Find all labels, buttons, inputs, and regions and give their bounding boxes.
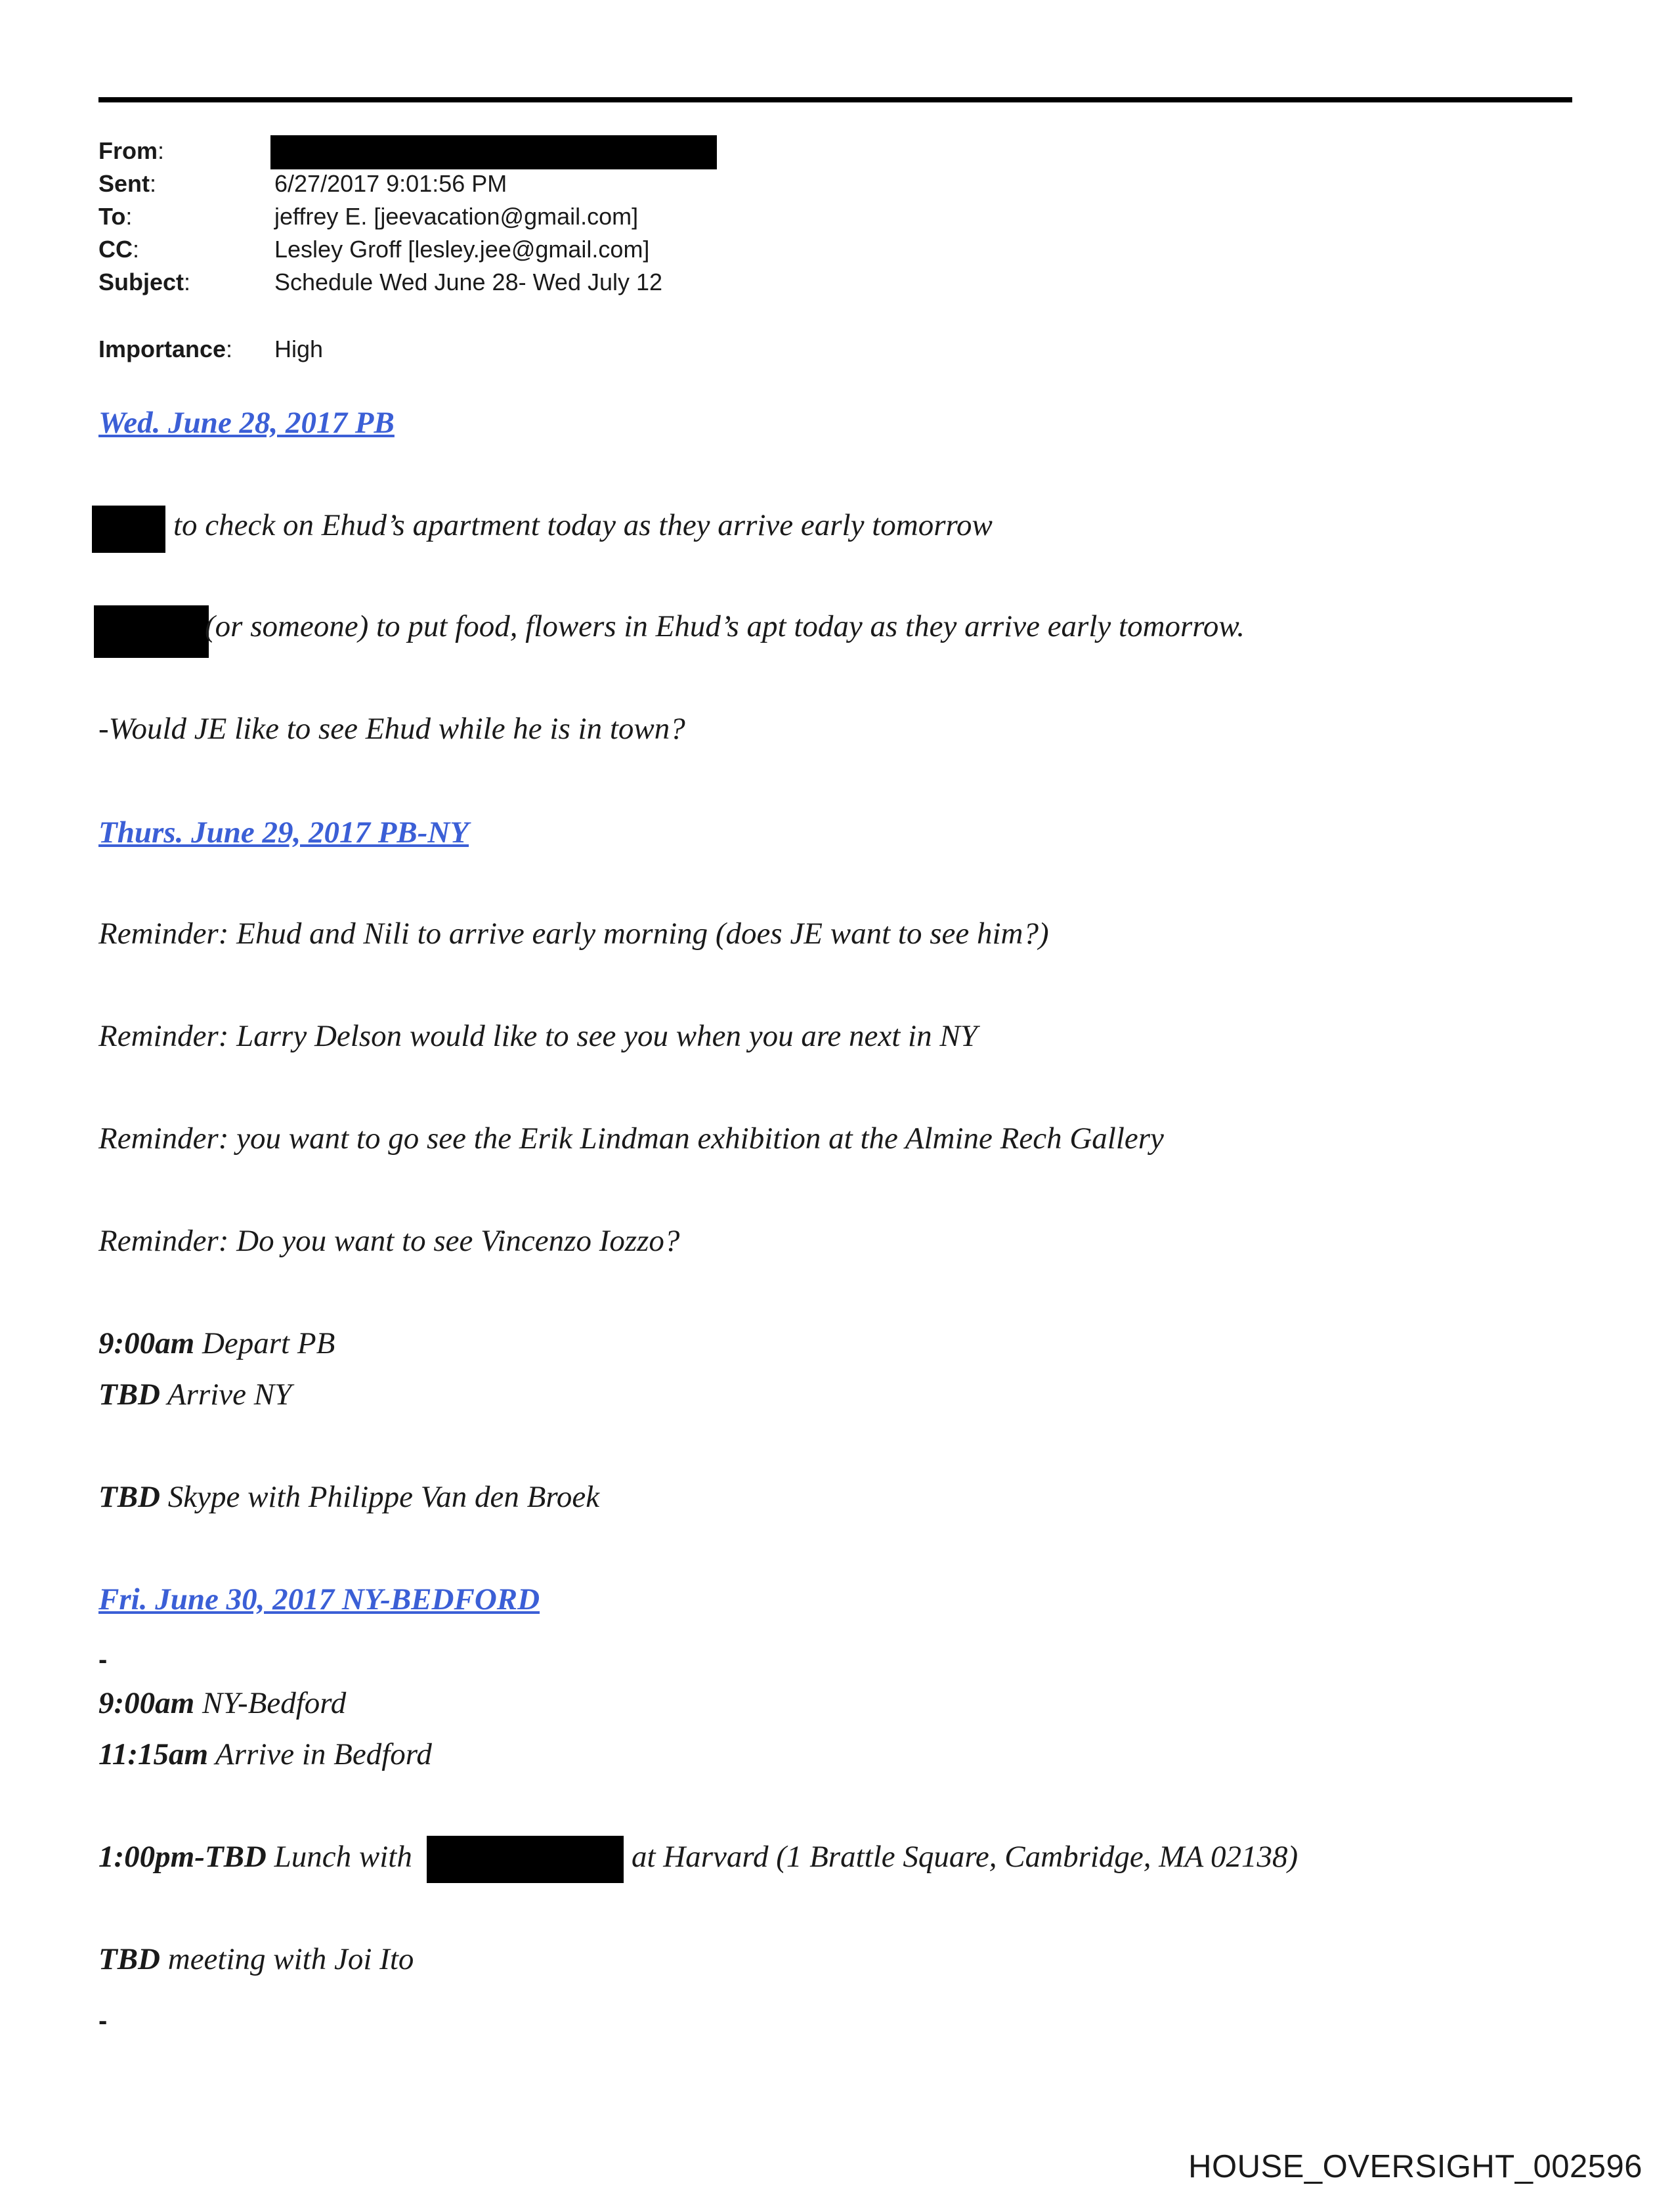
sent-label: Sent xyxy=(98,170,150,197)
sent-value: 6/27/2017 9:01:56 PM xyxy=(274,170,507,197)
event-text: meeting with Joi Ito xyxy=(167,1942,414,1976)
event-time: 9:00am xyxy=(98,1326,195,1360)
line-food-flowers: (or someone) to put food, flowers in Ehud’s apt today as they arrive early tomorrow. xyxy=(205,609,1245,643)
top-rule xyxy=(98,97,1572,102)
from-label: From xyxy=(98,137,158,164)
event-time: 1:00pm-TBD xyxy=(98,1840,267,1874)
line-check-apartment: to check on Ehud’s apartment today as they arrive early tomorrow xyxy=(173,508,993,542)
cc-value: Lesley Groff [lesley.jee@gmail.com] xyxy=(274,236,650,263)
event-text: Arrive in Bedford xyxy=(215,1737,432,1771)
cc-label: CC xyxy=(98,236,133,263)
subject-value: Schedule Wed June 28- Wed July 12 xyxy=(274,269,663,295)
redaction-lunch xyxy=(427,1836,624,1883)
event-time: 11:15am xyxy=(98,1737,209,1771)
to-label: To xyxy=(98,203,126,230)
event-ny-bedford xyxy=(98,1685,346,1722)
event-depart-pb xyxy=(98,1325,335,1362)
event-text: NY-Bedford xyxy=(202,1686,347,1720)
event-joi-ito xyxy=(98,1941,414,1978)
dash-separator: - xyxy=(98,1645,108,1674)
redaction-from xyxy=(270,135,717,169)
importance-label: Importance xyxy=(98,336,226,362)
redaction-line-2 xyxy=(94,605,209,658)
event-text: Lunch with xyxy=(274,1840,412,1874)
event-text: Skype with Philippe Van den Broek xyxy=(167,1480,600,1514)
event-time: 9:00am xyxy=(98,1686,195,1720)
event-arrive-ny xyxy=(98,1376,291,1413)
day-heading-wed-june-28[interactable]: Wed. June 28, 2017 PB xyxy=(98,406,395,440)
event-text: Depart PB xyxy=(202,1326,335,1360)
to-value: jeffrey E. [jeevacation@gmail.com] xyxy=(274,203,639,230)
line-see-ehud: -Would JE like to see Ehud while he is in town? xyxy=(98,712,685,746)
day-heading-thurs-june-29[interactable]: Thurs. June 29, 2017 PB-NY xyxy=(98,815,469,850)
event-skype xyxy=(98,1479,599,1515)
reminder-larry-delson: Reminder: Larry Delson would like to see you when you are next in NY xyxy=(98,1019,977,1053)
event-arrive-bedford xyxy=(98,1736,432,1773)
event-time: TBD xyxy=(98,1377,160,1412)
subject-label: Subject xyxy=(98,269,184,295)
dash-trailing: - xyxy=(98,2006,108,2035)
bates-number: HOUSE_OVERSIGHT_002596 xyxy=(1188,2149,1642,2184)
event-lunch-location: at Harvard (1 Brattle Square, Cambridge, MA 02138) xyxy=(632,1840,1298,1874)
event-text: Arrive NY xyxy=(167,1377,292,1412)
day-heading-fri-june-30[interactable]: Fri. June 30, 2017 NY-BEDFORD xyxy=(98,1582,540,1616)
event-time: TBD xyxy=(98,1942,160,1976)
reminder-vincenzo-iozzo: Reminder: Do you want to see Vincenzo Iozzo? xyxy=(98,1224,680,1258)
reminder-ehud-nili: Reminder: Ehud and Nili to arrive early morning (does JE want to see him?) xyxy=(98,917,1049,951)
redaction-line-1 xyxy=(92,506,165,553)
event-time: TBD xyxy=(98,1480,160,1514)
importance-value: High xyxy=(274,336,324,362)
reminder-erik-lindman: Reminder: you want to go see the Erik Lindman exhibition at the Almine Rech Gallery xyxy=(98,1121,1164,1156)
event-lunch xyxy=(98,1838,412,1875)
